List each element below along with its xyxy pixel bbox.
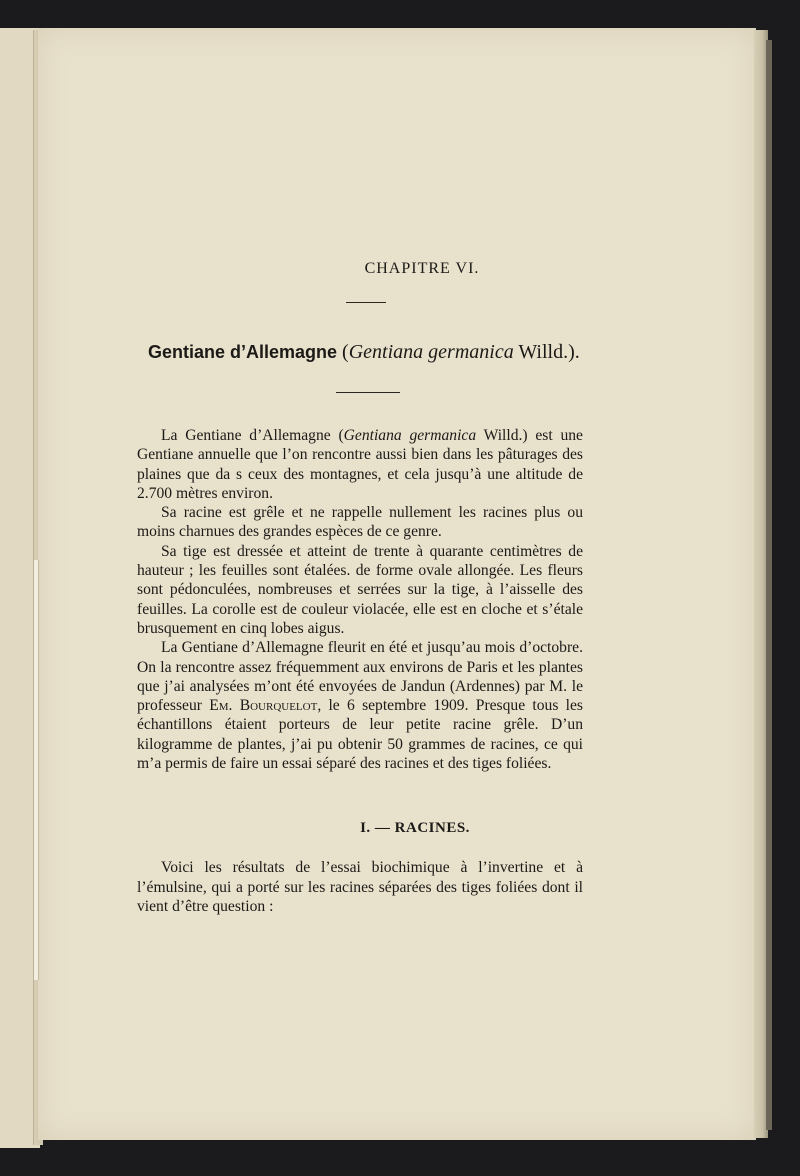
paragraph-2-text: Sa racine est grêle et ne rappelle nullement les racines plus ou moins charnues des grandes espèces de ce genre. [137,504,583,541]
paragraph-3 [137,542,583,638]
paragraph-4 [137,638,583,773]
chapter-heading: CHAPITRE VI. [364,260,480,277]
chapter-title [148,341,608,364]
paragraph-4-post: , le 6 septembre 1909. Presque tous les échantillons étaient porteurs de leur petite racine grêle. D’un kilogramme de plantes, j’ai pu obtenir 50 grammes de racines, ce qui m’a permis de faire un essai séparé des racines et des tiges foliées. [137,697,583,773]
section-paragraph-text: Voici les résultats de l’essai biochimique à l’invertine et à l’émulsine, qui a porté sur les racines séparées des tiges foliées dont il vient d’être question : [137,859,583,916]
title-latin-name: Gentiana germanica [348,341,514,363]
body-text [137,426,583,773]
title-common-name: Gentiane d’Allemagne [148,342,338,362]
paragraph-4-pre: La Gentiane d’Allemagne fleurit en été et jusqu’au mois d’octobre. On la rencontre assez fréquemment aux environs de Paris et les plantes que j’ai analysées m’ont été envoyées de Jandun (Ardennes) par M. le professeur [137,639,583,715]
title-open-paren: ( [337,341,349,363]
paragraph-1-post: Willd.) est une Gentiane annuelle que l’on rencontre aussi bien dans les pâturages des plaines que da s ceux des montagnes, et cela jusqu’à une altitude de 2.700 mètres environ. [137,427,583,502]
paragraph-1 [137,426,583,503]
paragraph-2 [137,503,583,542]
section-paragraph [137,858,583,917]
paragraph-1-latin: Gentiana germanica [343,427,477,444]
title-author: Willd.). [513,341,580,363]
page-stack-shadow [766,40,772,1130]
paragraph-3-text: Sa tige est dressée et atteint de trente à quarante centimètres de hauteur ; les feuilles sont étalées. de forme ovale allongée. Les fleurs sont pédonculées, nombreuses et serrées sur la tige, à l’aisselle des feuilles. La corolle est de couleur violacée, elle est en cloche et s’étale brusquement en cinq lobes aigus. [137,542,583,637]
title-rule [336,392,400,393]
chapter-rule [346,302,386,303]
section-heading: I. — RACINES. [360,820,470,836]
page-fold-mark [34,560,39,980]
section-text [137,858,583,917]
paragraph-1-pre: La Gentiane d’Allemagne ( [161,427,344,444]
paragraph-4-name: Em. Bourquelot [209,697,318,715]
